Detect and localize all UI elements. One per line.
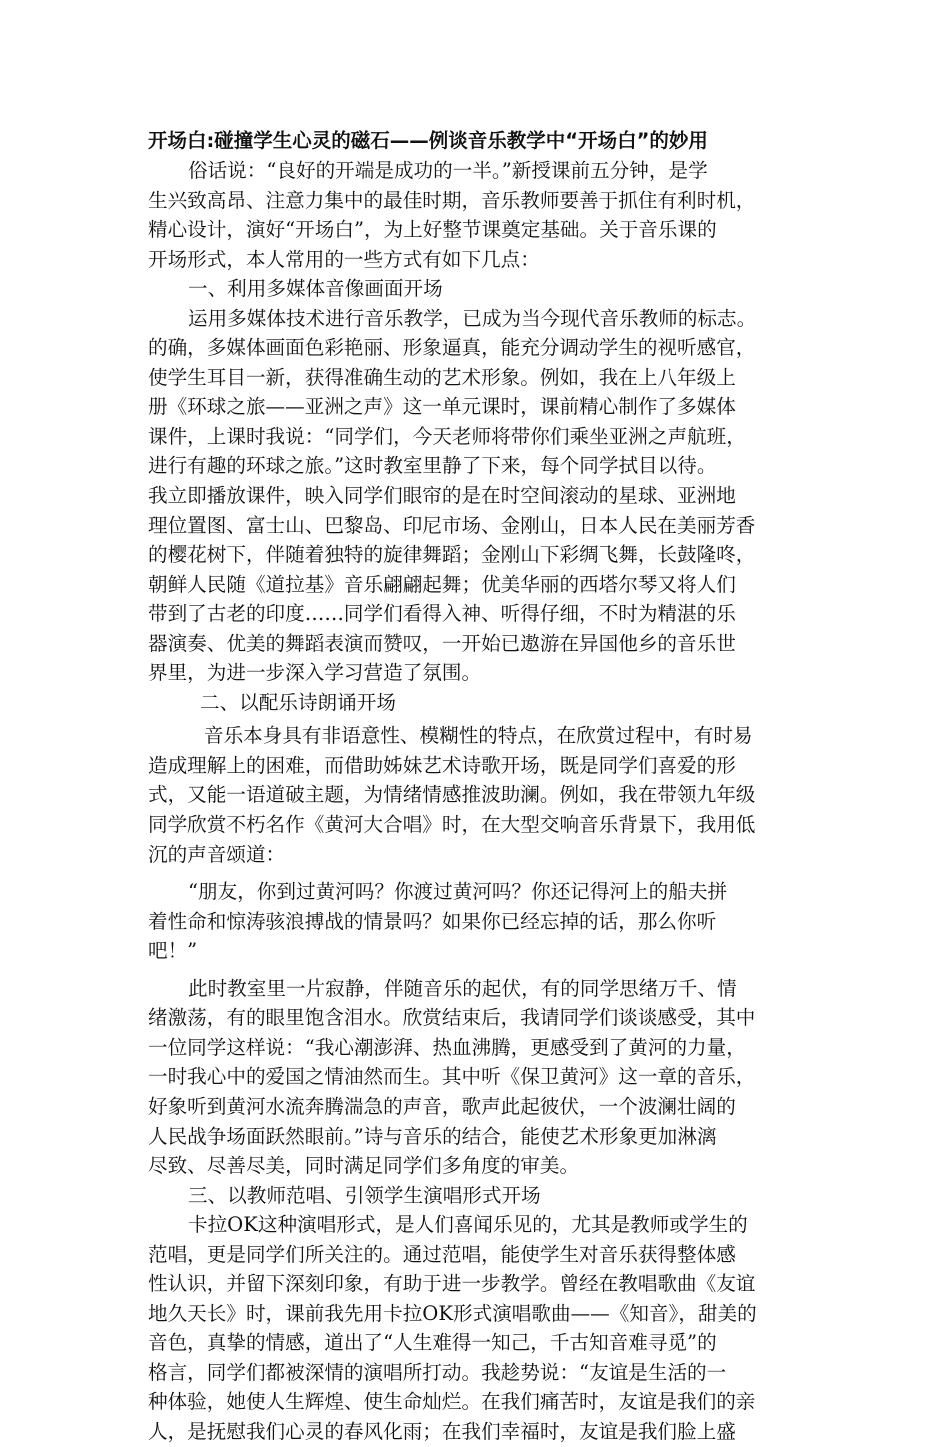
- section-one: [148, 274, 808, 688]
- section-two: [148, 688, 808, 1181]
- section-heading: 二、以配乐诗朗诵开场: [200, 690, 396, 714]
- text-line: 的确，多媒体画面色彩艳丽、形象逼真，能充分调动学生的视听感官，: [148, 336, 756, 360]
- text-line: 人，是抚慰我们心灵的春风化雨；在我们幸福时，友谊是我们脸上盛: [148, 1419, 736, 1443]
- text-line: 运用多媒体技术进行音乐教学，已成为当今现代音乐教师的标志。: [188, 306, 757, 330]
- text-line: 生兴致高昂、注意力集中的最佳时期，音乐教师要善于抓住有利时机，: [148, 188, 756, 212]
- quote-line: 吧！”: [148, 939, 198, 963]
- poem-quote: [148, 877, 808, 966]
- quote-line: “朋友，你到过黄河吗？你渡过黄河吗？你还记得河上的船夫拼: [188, 880, 728, 904]
- text-line: 带到了古老的印度……同学们看得入神、听得仔细，不时为精湛的乐: [148, 602, 736, 626]
- section-heading: 三、以教师范唱、引领学生演唱形式开场: [188, 1183, 541, 1207]
- text-line: 开场形式，本人常用的一些方式有如下几点：: [148, 247, 540, 271]
- text-line: 进行有趣的环球之旅。”这时教室里静了下来，每个同学拭目以待。: [148, 454, 717, 478]
- text-line: 朝鲜人民随《道拉基》音乐翩翩起舞；优美华丽的西塔尔琴又将人们: [148, 572, 736, 596]
- text-line: 好象听到黄河水流奔腾湍急的声音，歌声此起彼伏，一个波澜壮阔的: [148, 1094, 736, 1118]
- text-line: 课件，上课时我说：“同学们，今天老师将带你们乘坐亚洲之声航班，: [148, 424, 746, 448]
- text-line: 格言，同学们都被深情的演唱所打动。我趁势说：“友谊是生活的一: [148, 1360, 727, 1384]
- text-line: 性认识，并留下深刻印象，有助于进一步教学。曾经在教唱歌曲《友谊: [148, 1272, 756, 1296]
- text-line: 的樱花树下，伴随着独特的旋律舞蹈；金刚山下彩绸飞舞，长鼓隆咚，: [148, 543, 756, 567]
- text-line: 音乐本身具有非语意性、模糊性的特点，在欣赏过程中，有时易: [204, 724, 753, 748]
- text-line: 人民战争场面跃然眼前。”诗与音乐的结合，能使艺术形象更加淋漓: [148, 1124, 717, 1148]
- document-title: 开场白:碰撞学生心灵的磁石——例谈音乐教学中“开场白”的妙用: [148, 129, 708, 152]
- text-line: 俗话说：“良好的开端是成功的一半。”新授课前五分钟，是学: [188, 159, 708, 182]
- text-line: 一位同学这样说：“我心潮澎湃、热血沸腾，更感受到了黄河的力量，: [148, 1035, 746, 1059]
- section-three: [148, 1181, 808, 1447]
- text-line: 理位置图、富士山、巴黎岛、印尼市场、金刚山，日本人民在美丽芳香: [148, 513, 756, 537]
- text-line: 沉的声音颂道：: [148, 842, 286, 866]
- text-line: 使学生耳目一新，获得准确生动的艺术形象。例如，我在上八年级上: [148, 365, 736, 389]
- text-line: 一时我心中的爱国之情油然而生。其中听《保卫黄河》这一章的音乐，: [148, 1065, 756, 1089]
- text-line: 同学欣赏不朽名作《黄河大合唱》时，在大型交响音乐背景下，我用低: [148, 813, 756, 837]
- text-line: 卡拉OK这种演唱形式，是人们喜闻乐见的，尤其是教师或学生的: [188, 1213, 748, 1237]
- document-page: [148, 126, 808, 1447]
- text-line: 册《环球之旅——亚洲之声》这一单元课时，课前精心制作了多媒体: [148, 395, 736, 419]
- section-heading: 一、利用多媒体音像画面开场: [188, 277, 443, 301]
- text-line: 绪激荡，有的眼里饱含泪水。欣赏结束后，我请同学们谈谈感受，其中: [148, 1006, 756, 1030]
- text-line: 尽致、尽善尽美，同时满足同学们多角度的审美。: [148, 1154, 580, 1178]
- text-line: 范唱，更是同学们所关注的。通过范唱，能使学生对音乐获得整体感: [148, 1242, 736, 1266]
- text-line: 我立即播放课件，映入同学们眼帘的是在时空间滚动的星球、亚洲地: [148, 484, 736, 508]
- text-line: 式，又能一语道破主题，为情绪情感推波助澜。例如，我在带领九年级: [148, 783, 756, 807]
- text-line: 器演奏、优美的舞蹈表演而赞叹，一开始已遨游在异国他乡的音乐世: [148, 631, 736, 655]
- text-line: 界里，为进一步深入学习营造了氛围。: [148, 661, 482, 685]
- text-line: 种体验，她使人生辉煌、使生命灿烂。在我们痛苦时，友谊是我们的亲: [148, 1390, 756, 1414]
- intro-paragraph: [148, 156, 808, 274]
- text-line: 精心设计，演好“开场白”，为上好整节课奠定基础。关于音乐课的: [148, 218, 717, 242]
- text-line: 此时教室里一片寂静，伴随音乐的起伏，有的同学思绪万千、情: [188, 976, 737, 1000]
- text-line: 音色，真挚的情感，道出了“人生难得一知己，千古知音难寻觅”的: [148, 1331, 717, 1355]
- text-line: 地久天长》时，课前我先用卡拉OK形式演唱歌曲——《知音》，甜美的: [148, 1301, 757, 1325]
- text-line: 造成理解上的困难，而借助姊妹艺术诗歌开场，既是同学们喜爱的形: [148, 753, 736, 777]
- quote-line: 着性命和惊涛骇浪搏战的情景吗？如果你已经忘掉的话，那么你听: [148, 909, 717, 933]
